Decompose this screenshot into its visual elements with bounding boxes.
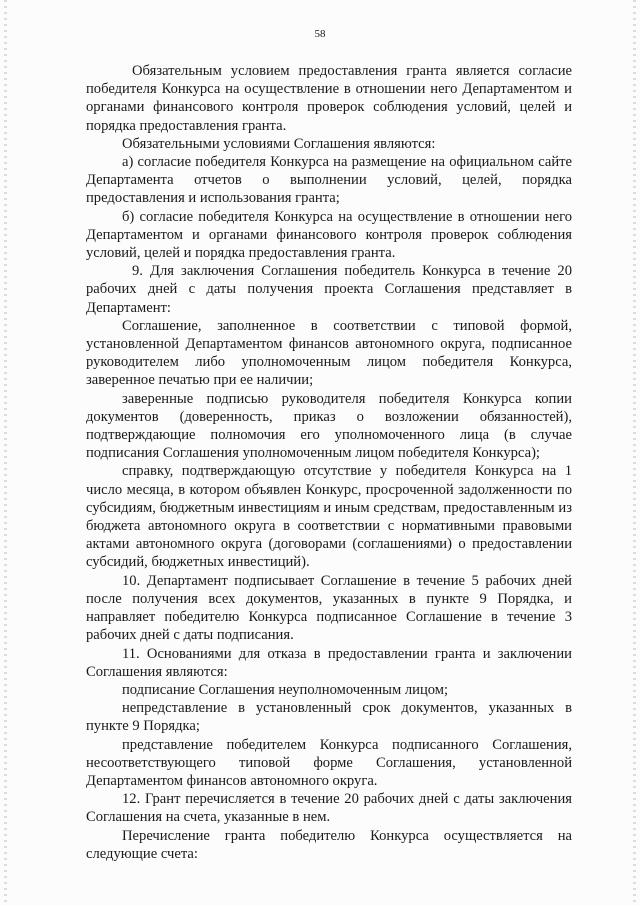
paragraph: представление победителем Конкурса подписанного Соглашения, несоответствующего типовой форме Соглашения, установленной Департаментом финансов автономного округа. — [86, 736, 572, 789]
paragraph: 11. Основаниями для отказа в предоставлении гранта и заключении Соглашения являются: — [86, 645, 572, 680]
paragraph: справку, подтверждающую отсутствие у победителя Конкурса на 1 число месяца, в котором объявлен Конкурс, просроченной задолженности по субсидиям, бюджетным инвестициям и иным средствам, предоставленным из бюджета автономного округа в соответствии с нормативными правовыми актами автономного округа (договорами (соглашениями) о предоставлении субсидий, бюджетных инвестиций). — [86, 463, 572, 571]
paragraph: подписание Соглашения неуполномоченным лицом; — [122, 681, 449, 698]
paragraph: 10. Департамент подписывает Соглашение в течение 5 рабочих дней после получения всех документов, указанных в пункте 9 Порядка, и направляет победителю Конкурса подписанное Соглашение в течение 3 рабочих дней с даты подписания. — [86, 572, 572, 644]
scan-edge-left — [4, 0, 7, 905]
paragraph: Перечисление гранта победителю Конкурса осуществляется на следующие счета: — [86, 827, 572, 862]
paragraph: заверенные подписью руководителя победителя Конкурса копии документов (доверенность, приказ о возложении обязанностей), подтверждающие полномочия его уполномоченного лица (в случае подписания Соглашения уполномоченным лицом победителя Конкурса); — [86, 390, 572, 462]
paragraph: 12. Грант перечисляется в течение 20 рабочих дней с даты заключения Соглашения на счета, указанные в нем. — [86, 791, 572, 826]
paragraph: б) согласие победителя Конкурса на осуществление в отношении него Департаментом и органами финансового контроля проверок соблюдения условий, целей и порядка предоставления гранта. — [86, 208, 572, 262]
document-body — [86, 62, 572, 863]
paragraph: 9. Для заключения Соглашения победитель Конкурса в течение 20 рабочих дней с даты получения проекта Соглашения представляет в Департамент: — [86, 263, 572, 316]
paragraph: Обязательными условиями Соглашения являются: — [122, 135, 436, 152]
page-number: 58 — [314, 28, 326, 40]
paragraph: а) согласие победителя Конкурса на размещение на официальном сайте Департамента отчетов о выполнении условий, целей, порядка предоставления и использования гранта; — [86, 154, 572, 207]
paragraph: Обязательным условием предоставления гранта является согласие победителя Конкурса на осуществление в отношении него Департаментом и органами финансового контроля проверок соблюдения условий, целей и порядка предоставления гранта. — [86, 63, 572, 134]
paragraph: Соглашение, заполненное в соответствии с типовой формой, установленной Департаментом финансов автономного округа, подписанное руководителем либо уполномоченным лицом победителя Конкурса, заверенное печатью при ее наличии; — [86, 317, 572, 389]
scan-edge-right — [633, 0, 636, 905]
paragraph: непредставление в установленный срок документов, указанных в пункте 9 Порядка; — [86, 700, 572, 735]
